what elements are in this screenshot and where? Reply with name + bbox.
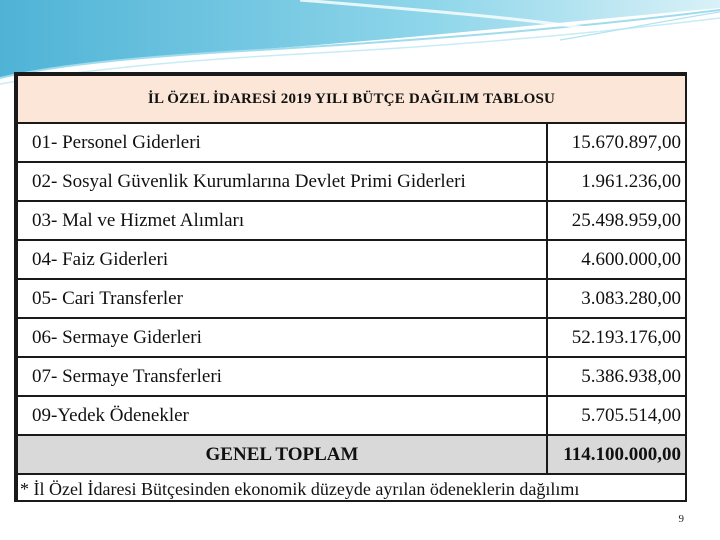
table-row xyxy=(17,279,686,318)
row-value: 52.193.176,00 xyxy=(547,318,686,357)
table-row xyxy=(17,123,686,162)
row-label: 01- Personel Giderleri xyxy=(17,123,547,162)
row-value: 15.670.897,00 xyxy=(547,123,686,162)
page-number: 9 xyxy=(678,513,684,525)
row-label: 06- Sermaye Giderleri xyxy=(17,318,547,357)
row-label: 09-Yedek Ödenekler xyxy=(17,396,547,435)
table-row xyxy=(17,240,686,279)
row-value: 4.600.000,00 xyxy=(547,240,686,279)
total-row xyxy=(17,435,686,474)
row-value: 1.961.236,00 xyxy=(547,162,686,201)
row-label: 05- Cari Transferler xyxy=(17,279,547,318)
row-label: 02- Sosyal Güvenlik Kurumlarına Devlet Primi Giderleri xyxy=(17,162,547,201)
table-title-row xyxy=(17,75,686,123)
table-row xyxy=(17,318,686,357)
table-row xyxy=(17,396,686,435)
row-value: 5.705.514,00 xyxy=(547,396,686,435)
table-row xyxy=(17,162,686,201)
total-label: GENEL TOPLAM xyxy=(17,435,547,474)
row-label: 04- Faiz Giderleri xyxy=(17,240,547,279)
footnote: * İl Özel İdaresi Bütçesinden ekonomik düzeyde ayrılan ödeneklerin dağılımı xyxy=(17,474,686,500)
row-value: 5.386.938,00 xyxy=(547,357,686,396)
budget-table xyxy=(14,72,687,502)
row-label: 07- Sermaye Transferleri xyxy=(17,357,547,396)
row-value: 3.083.280,00 xyxy=(547,279,686,318)
footnote-row xyxy=(17,474,686,500)
row-value: 25.498.959,00 xyxy=(547,201,686,240)
row-label: 03- Mal ve Hizmet Alımları xyxy=(17,201,547,240)
table-row xyxy=(17,201,686,240)
table-title: İL ÖZEL İDARESİ 2019 YILI BÜTÇE DAĞILIM TABLOSU xyxy=(17,75,686,123)
table-row xyxy=(17,357,686,396)
total-value: 114.100.000,00 xyxy=(547,435,686,474)
